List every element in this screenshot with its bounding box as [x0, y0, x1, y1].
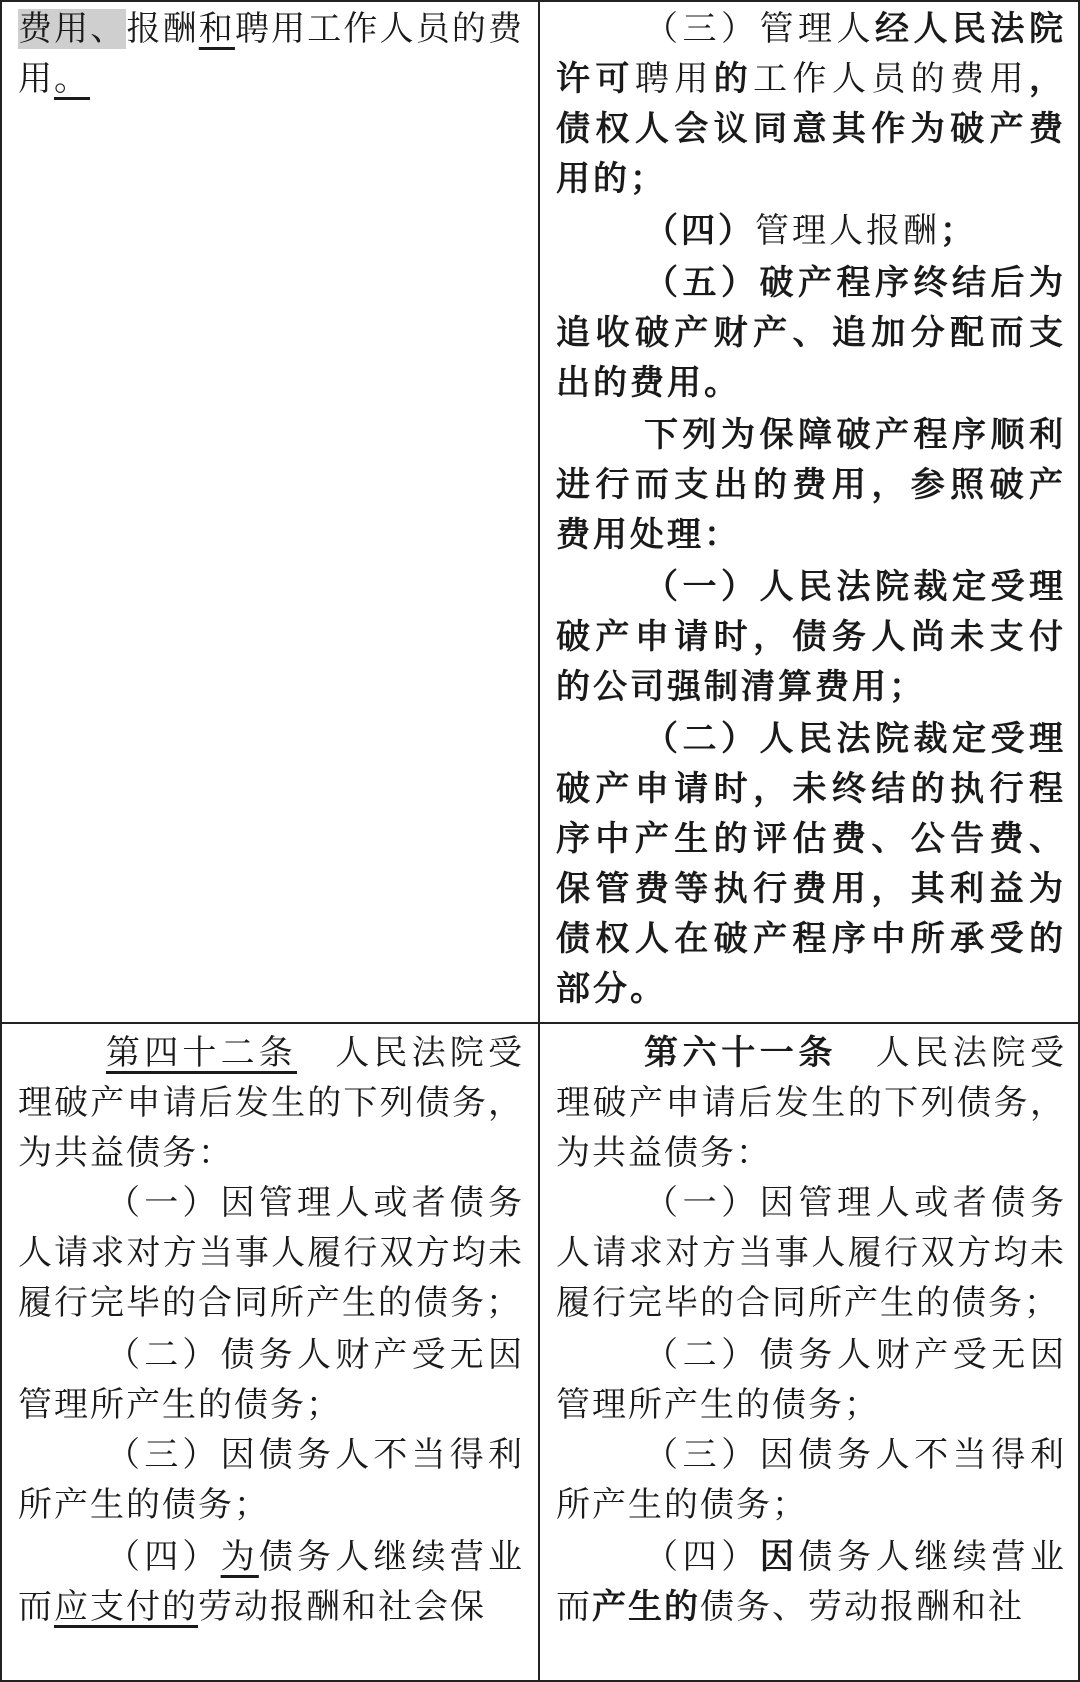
highlighted-text: 费用、: [18, 9, 127, 49]
underlined-text: 。: [54, 59, 90, 99]
underlined-text: 为: [220, 1537, 259, 1577]
bold-insert: ，债权人会议同意其作为破产费用的；: [556, 59, 1067, 199]
reference-paragraph: 下列为保障破产程序顺利进行而支出的费用，参照破产费用处理：: [556, 415, 1066, 555]
item-three: （三）管理人经人民法院许可聘用的工作人员的费用，债权人会议同意其作为破产费用的；: [556, 9, 1067, 199]
old-text-fragment: 费用、报酬和聘用工作人员的费用。: [18, 9, 525, 99]
article-paragraph: 第四十二条 人民法院受理破产申请后发生的下列债务，为共益债务：: [18, 1033, 525, 1173]
article-heading: 第六十一条: [644, 1033, 837, 1073]
item-four: （四）为债务人继续营业而应支付的劳动报酬和社会保: [18, 1537, 525, 1627]
cell-top-right: [540, 2, 1078, 1022]
underlined-text: 应支付的: [54, 1587, 198, 1627]
bold-insert: 产生的: [592, 1587, 700, 1627]
item-two: （二）债务人财产受无因管理所产生的债务；: [556, 1335, 1066, 1425]
article-paragraph: 第六十一条 人民法院受理破产申请后发生的下列债务，为共益债务：: [556, 1033, 1067, 1173]
item-one: （一）因管理人或者债务人请求对方当事人履行双方均未履行完毕的合同所产生的债务；: [556, 1183, 1066, 1323]
ref-item-two: （二）人民法院裁定受理破产申请时，未终结的执行程序中产生的评估费、公告费、保管费等执行费用，其利益为债权人在破产程序中所承受的部分。: [556, 719, 1066, 1009]
cell-top-left: [2, 2, 538, 1022]
bold-insert: 的: [713, 59, 754, 99]
article-heading: 第四十二条: [106, 1033, 297, 1073]
item-five: （五）破产程序终结后为追收破产财产、追加分配而支出的费用。: [556, 263, 1066, 403]
bold-insert: 因: [759, 1537, 799, 1577]
item-four: （四）因债务人继续营业而产生的债务、劳动报酬和社: [556, 1537, 1067, 1627]
cell-bottom-right: [540, 1024, 1078, 1680]
item-four: （四）管理人报酬；: [644, 211, 977, 251]
item-two: （二）债务人财产受无因管理所产生的债务；: [18, 1335, 524, 1425]
ref-item-one: （一）人民法院裁定受理破产申请时，债务人尚未支付的公司强制清算费用；: [556, 567, 1066, 707]
underlined-text: 和: [198, 9, 235, 49]
item-three: （三）因债务人不当得利所产生的债务；: [556, 1435, 1066, 1525]
item-one: （一）因管理人或者债务人请求对方当事人履行双方均未履行完毕的合同所产生的债务；: [18, 1183, 524, 1323]
item-three: （三）因债务人不当得利所产生的债务；: [18, 1435, 524, 1525]
cell-bottom-left: [2, 1024, 538, 1680]
bold-insert: 经人民法院许可: [556, 9, 1066, 99]
